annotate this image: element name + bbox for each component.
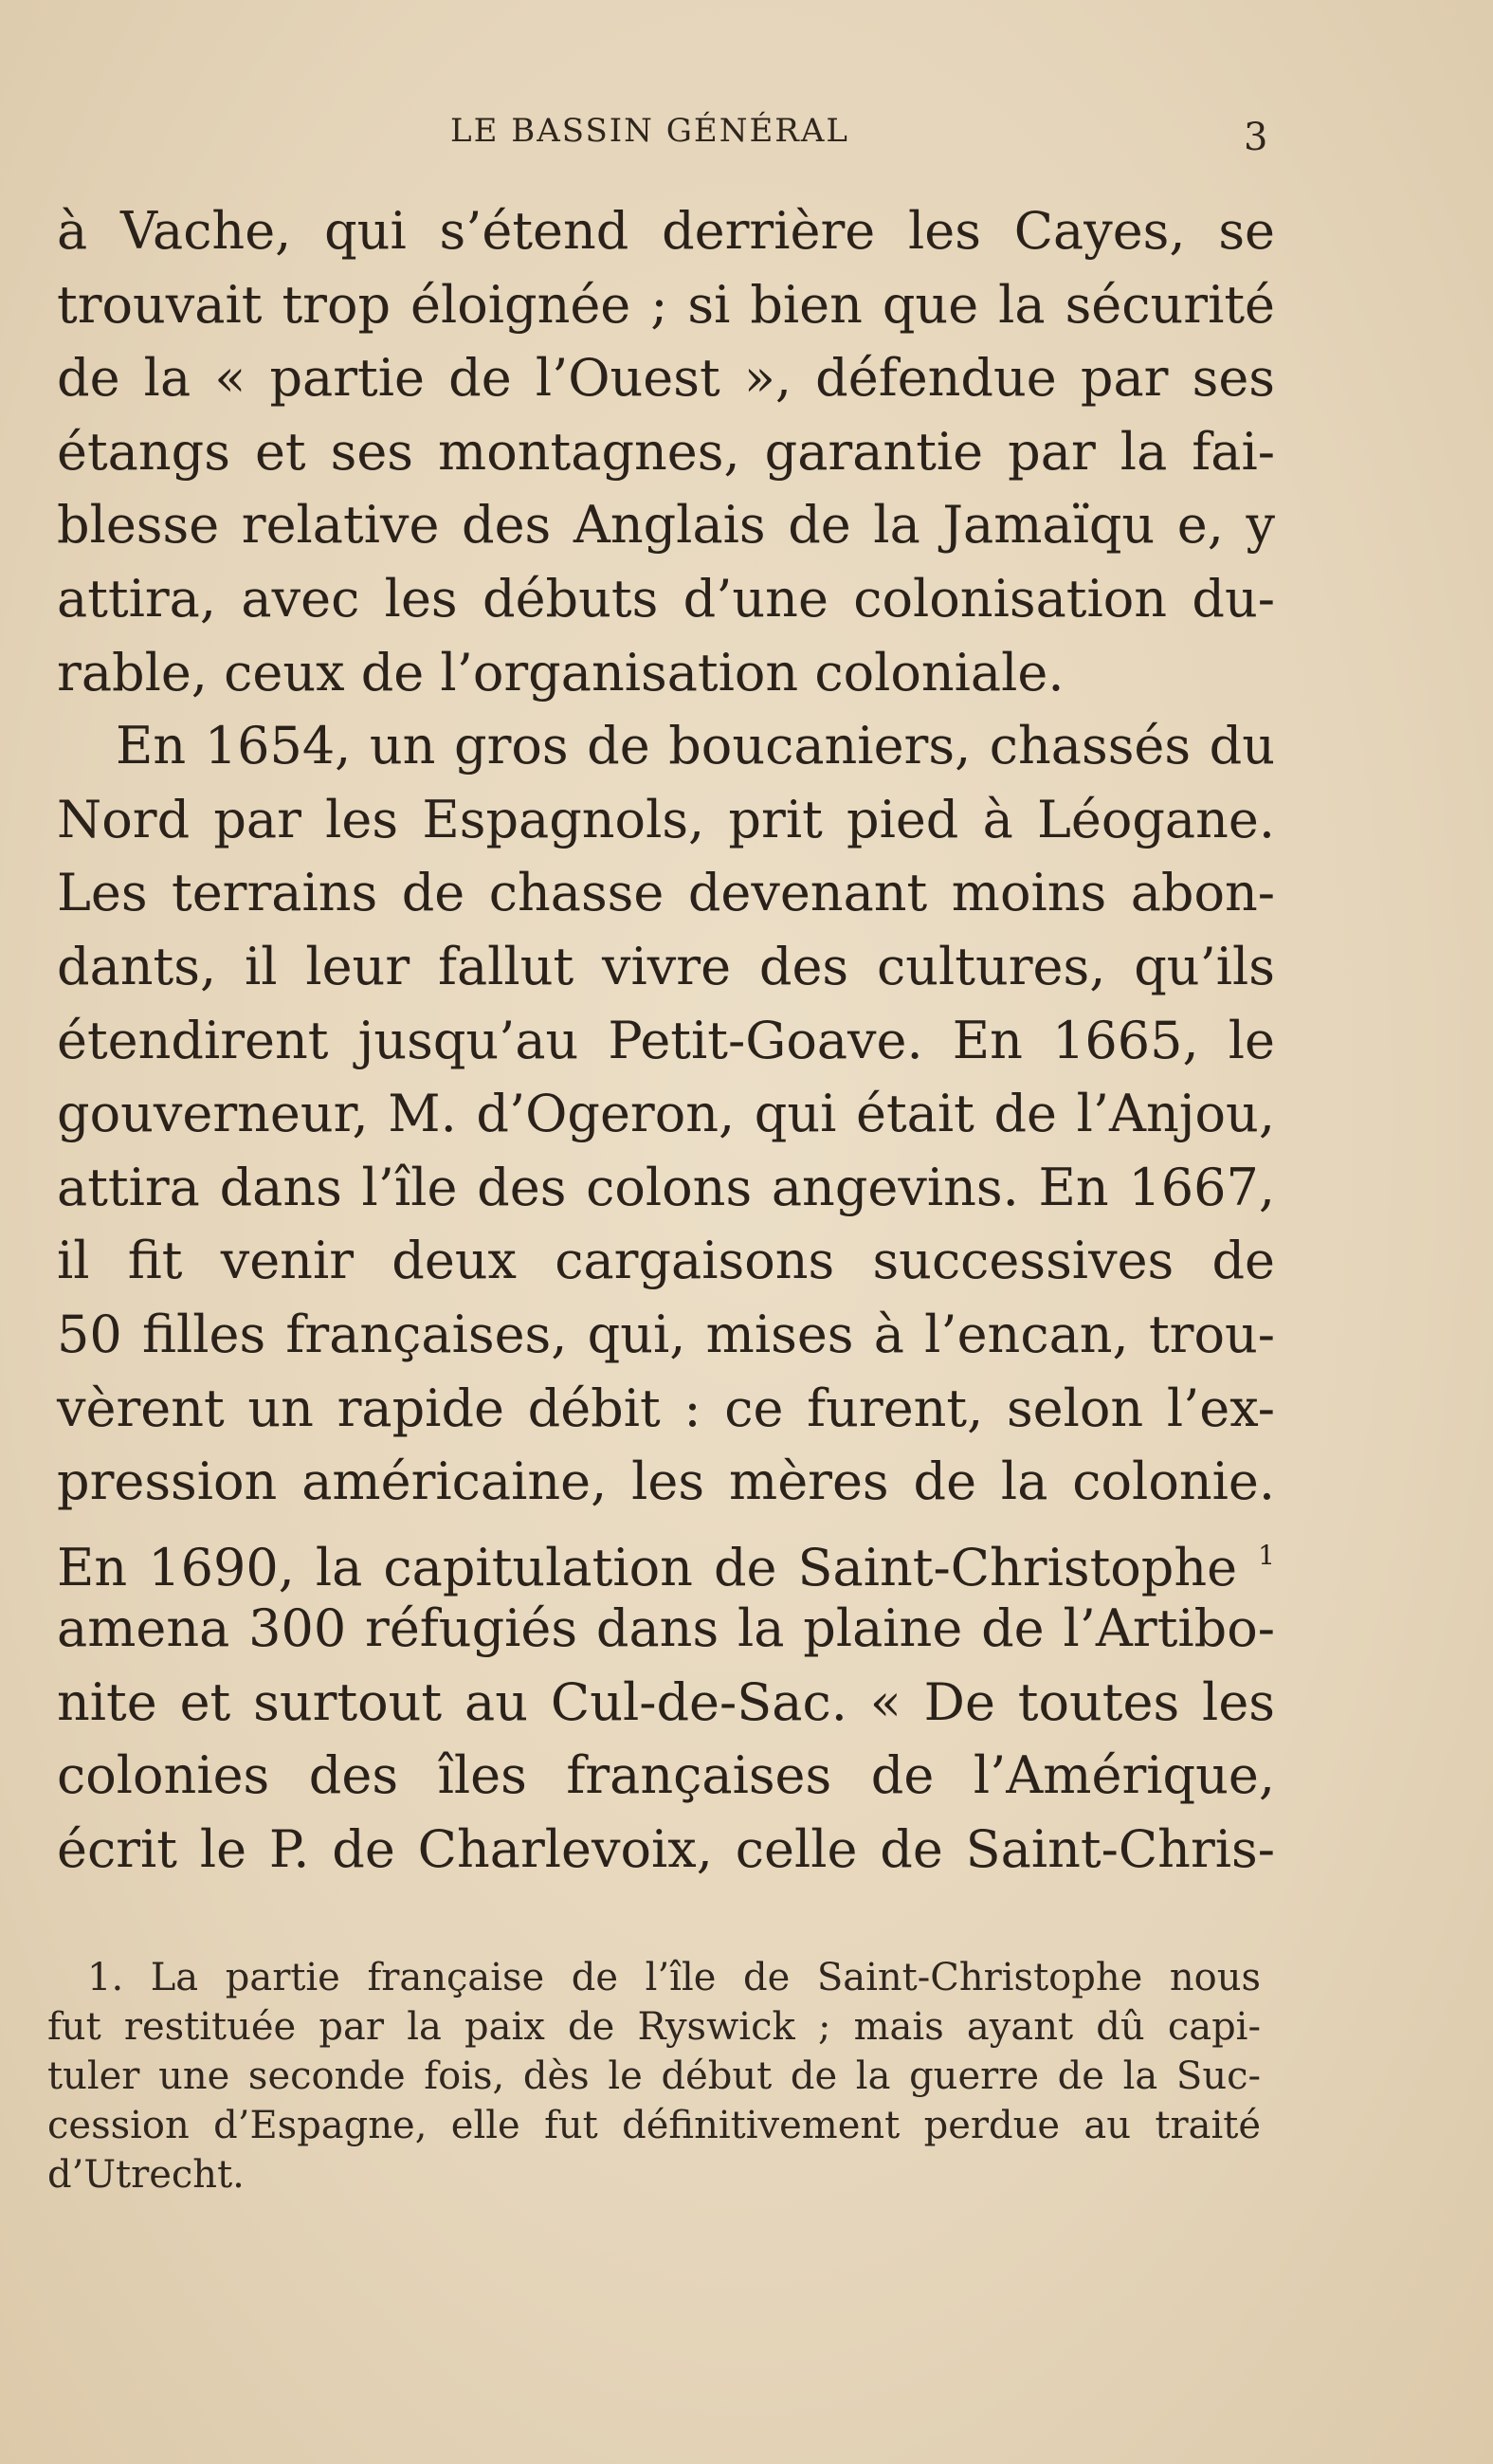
text-line: étendirent jusqu’au Petit-Goave. En 1665, le <box>57 1010 1275 1070</box>
body-text <box>57 194 1275 1887</box>
text-line: dants, il leur fallut vivre des cultures, qu’ils <box>57 936 1275 996</box>
footnote-line: cession d’Espagne, elle fut définitivement perdue au traité <box>47 2104 1261 2147</box>
text-line: vèrent un rapide débit : ce furent, selon l’ex- <box>57 1378 1275 1438</box>
text-line: Nord par les Espagnols, prit pied à Léogane. <box>57 789 1275 849</box>
text-line: gouverneur, M. d’Ogeron, qui était de l’Anjou, <box>57 1084 1275 1144</box>
footnote-line: tuler une seconde fois, dès le début de la guerre de la Suc- <box>47 2054 1261 2098</box>
text-line: il fit venir deux cargaisons successives de <box>57 1231 1275 1291</box>
running-head: LE BASSIN GÉNÉRAL <box>450 112 849 150</box>
text-line: pression américaine, les mères de la colonie. <box>57 1451 1275 1512</box>
text-line: Les terrains de chasse devenant moins abon- <box>57 863 1275 923</box>
footnote-line: d’Utrecht. <box>47 2153 245 2197</box>
text-line: 50 filles françaises, qui, mises à l’encan, trou- <box>57 1304 1275 1364</box>
footnote-line: 1. La partie française de l’île de Saint-Christophe nous <box>87 1956 1261 1999</box>
footnote-line: fut restituée par la paix de Ryswick ; mais ayant dû capi- <box>47 2005 1261 2049</box>
text-line: étangs et ses montagnes, garantie par la fai- <box>57 421 1275 482</box>
text-line: de la « partie de l’Ouest », défendue par ses <box>57 348 1275 409</box>
text-line: écrit le P. de Charlevoix, celle de Saint-Chris- <box>57 1819 1275 1880</box>
text-line-with-footnote <box>57 1519 1275 1597</box>
text-line: blesse relative des Anglais de la Jamaïqu e, y <box>57 495 1275 556</box>
text-line: nite et surtout au Cul-de-Sac. « De toutes les <box>57 1671 1275 1732</box>
text-line: amena 300 réfugiés dans la plaine de l’Artibo- <box>57 1598 1275 1659</box>
text-line-content: En 1690, la capitulation de Saint-Christophe <box>57 1537 1238 1597</box>
page-number: 3 <box>1244 116 1268 159</box>
text-line: colonies des îles françaises de l’Amérique, <box>57 1745 1275 1806</box>
text-line: attira dans l’île des colons angevins. En 1667, <box>57 1157 1275 1217</box>
text-line: trouvait trop éloignée ; si bien que la sécurité <box>57 274 1275 335</box>
text-line: rable, ceux de l’organisation coloniale. <box>57 642 1065 703</box>
text-line: à Vache, qui s’étend derrière les Cayes, se <box>57 201 1275 261</box>
text-line: attira, avec les débuts d’une colonisation du- <box>57 568 1275 629</box>
footnote-reference: 1 <box>1258 1539 1275 1571</box>
text-line: En 1654, un gros de boucaniers, chassés du <box>116 716 1275 776</box>
footnote <box>47 1953 1261 2199</box>
